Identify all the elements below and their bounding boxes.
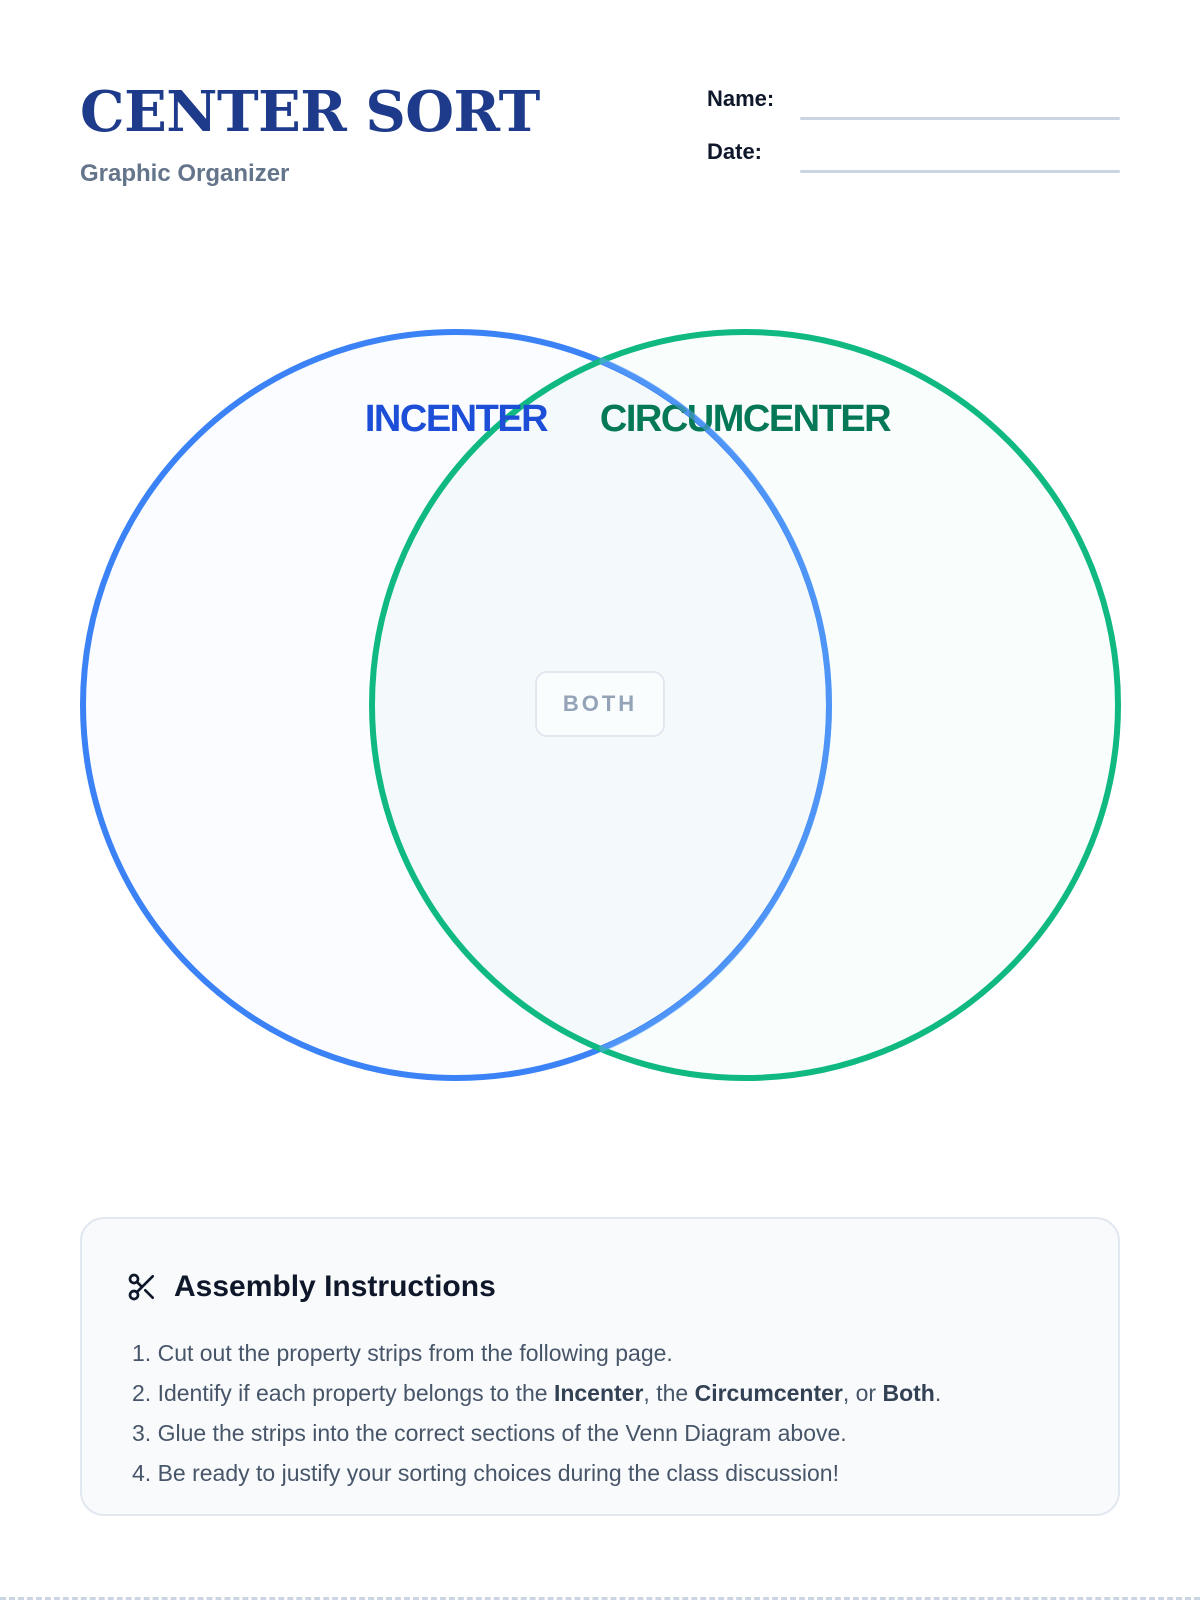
instruction-bold-circumcenter: Circumcenter <box>694 1380 843 1406</box>
name-label: Name: <box>707 86 775 111</box>
instruction-number: 3. <box>132 1420 152 1446</box>
instructions-list <box>132 1333 941 1493</box>
page-title: CENTER SORT <box>80 79 540 145</box>
instruction-text: , or <box>842 1380 883 1406</box>
incenter-label: INCENTER <box>364 398 548 440</box>
scissors-icon <box>126 1271 158 1303</box>
instruction-number: 4. <box>132 1460 152 1486</box>
date-field <box>707 133 1120 173</box>
name-field <box>707 80 1120 120</box>
instruction-text: Be ready to justify your sorting choices during the class discussion! <box>157 1460 839 1486</box>
instruction-number: 1. <box>132 1340 152 1366</box>
instructions-panel <box>80 1217 1120 1516</box>
instruction-text: . <box>934 1380 942 1406</box>
instruction-item <box>132 1333 941 1373</box>
instruction-text: Identify if each property belongs to the <box>157 1380 554 1406</box>
instruction-item <box>132 1453 941 1493</box>
instruction-number: 2. <box>132 1380 152 1406</box>
instruction-item <box>132 1413 941 1453</box>
circumcenter-circle[interactable] <box>372 332 1118 1078</box>
instruction-item <box>132 1373 941 1413</box>
name-line[interactable] <box>800 117 1120 120</box>
instruction-text: , the <box>643 1380 695 1406</box>
instruction-bold-both: Both <box>882 1380 935 1406</box>
circumcenter-label: CIRCUMCENTER <box>599 398 891 440</box>
both-label: BOTH <box>535 671 665 737</box>
date-line[interactable] <box>800 170 1120 173</box>
instruction-text: Glue the strips into the correct sections of the Venn Diagram above. <box>157 1420 847 1446</box>
page-subtitle: Graphic Organizer <box>80 160 290 187</box>
instruction-text: Cut out the property strips from the following page. <box>157 1340 673 1366</box>
date-label: Date: <box>707 139 763 164</box>
instructions-title: Assembly Instructions <box>174 1270 496 1303</box>
instruction-bold-incenter: Incenter <box>553 1380 644 1406</box>
instructions-header <box>126 1267 496 1307</box>
